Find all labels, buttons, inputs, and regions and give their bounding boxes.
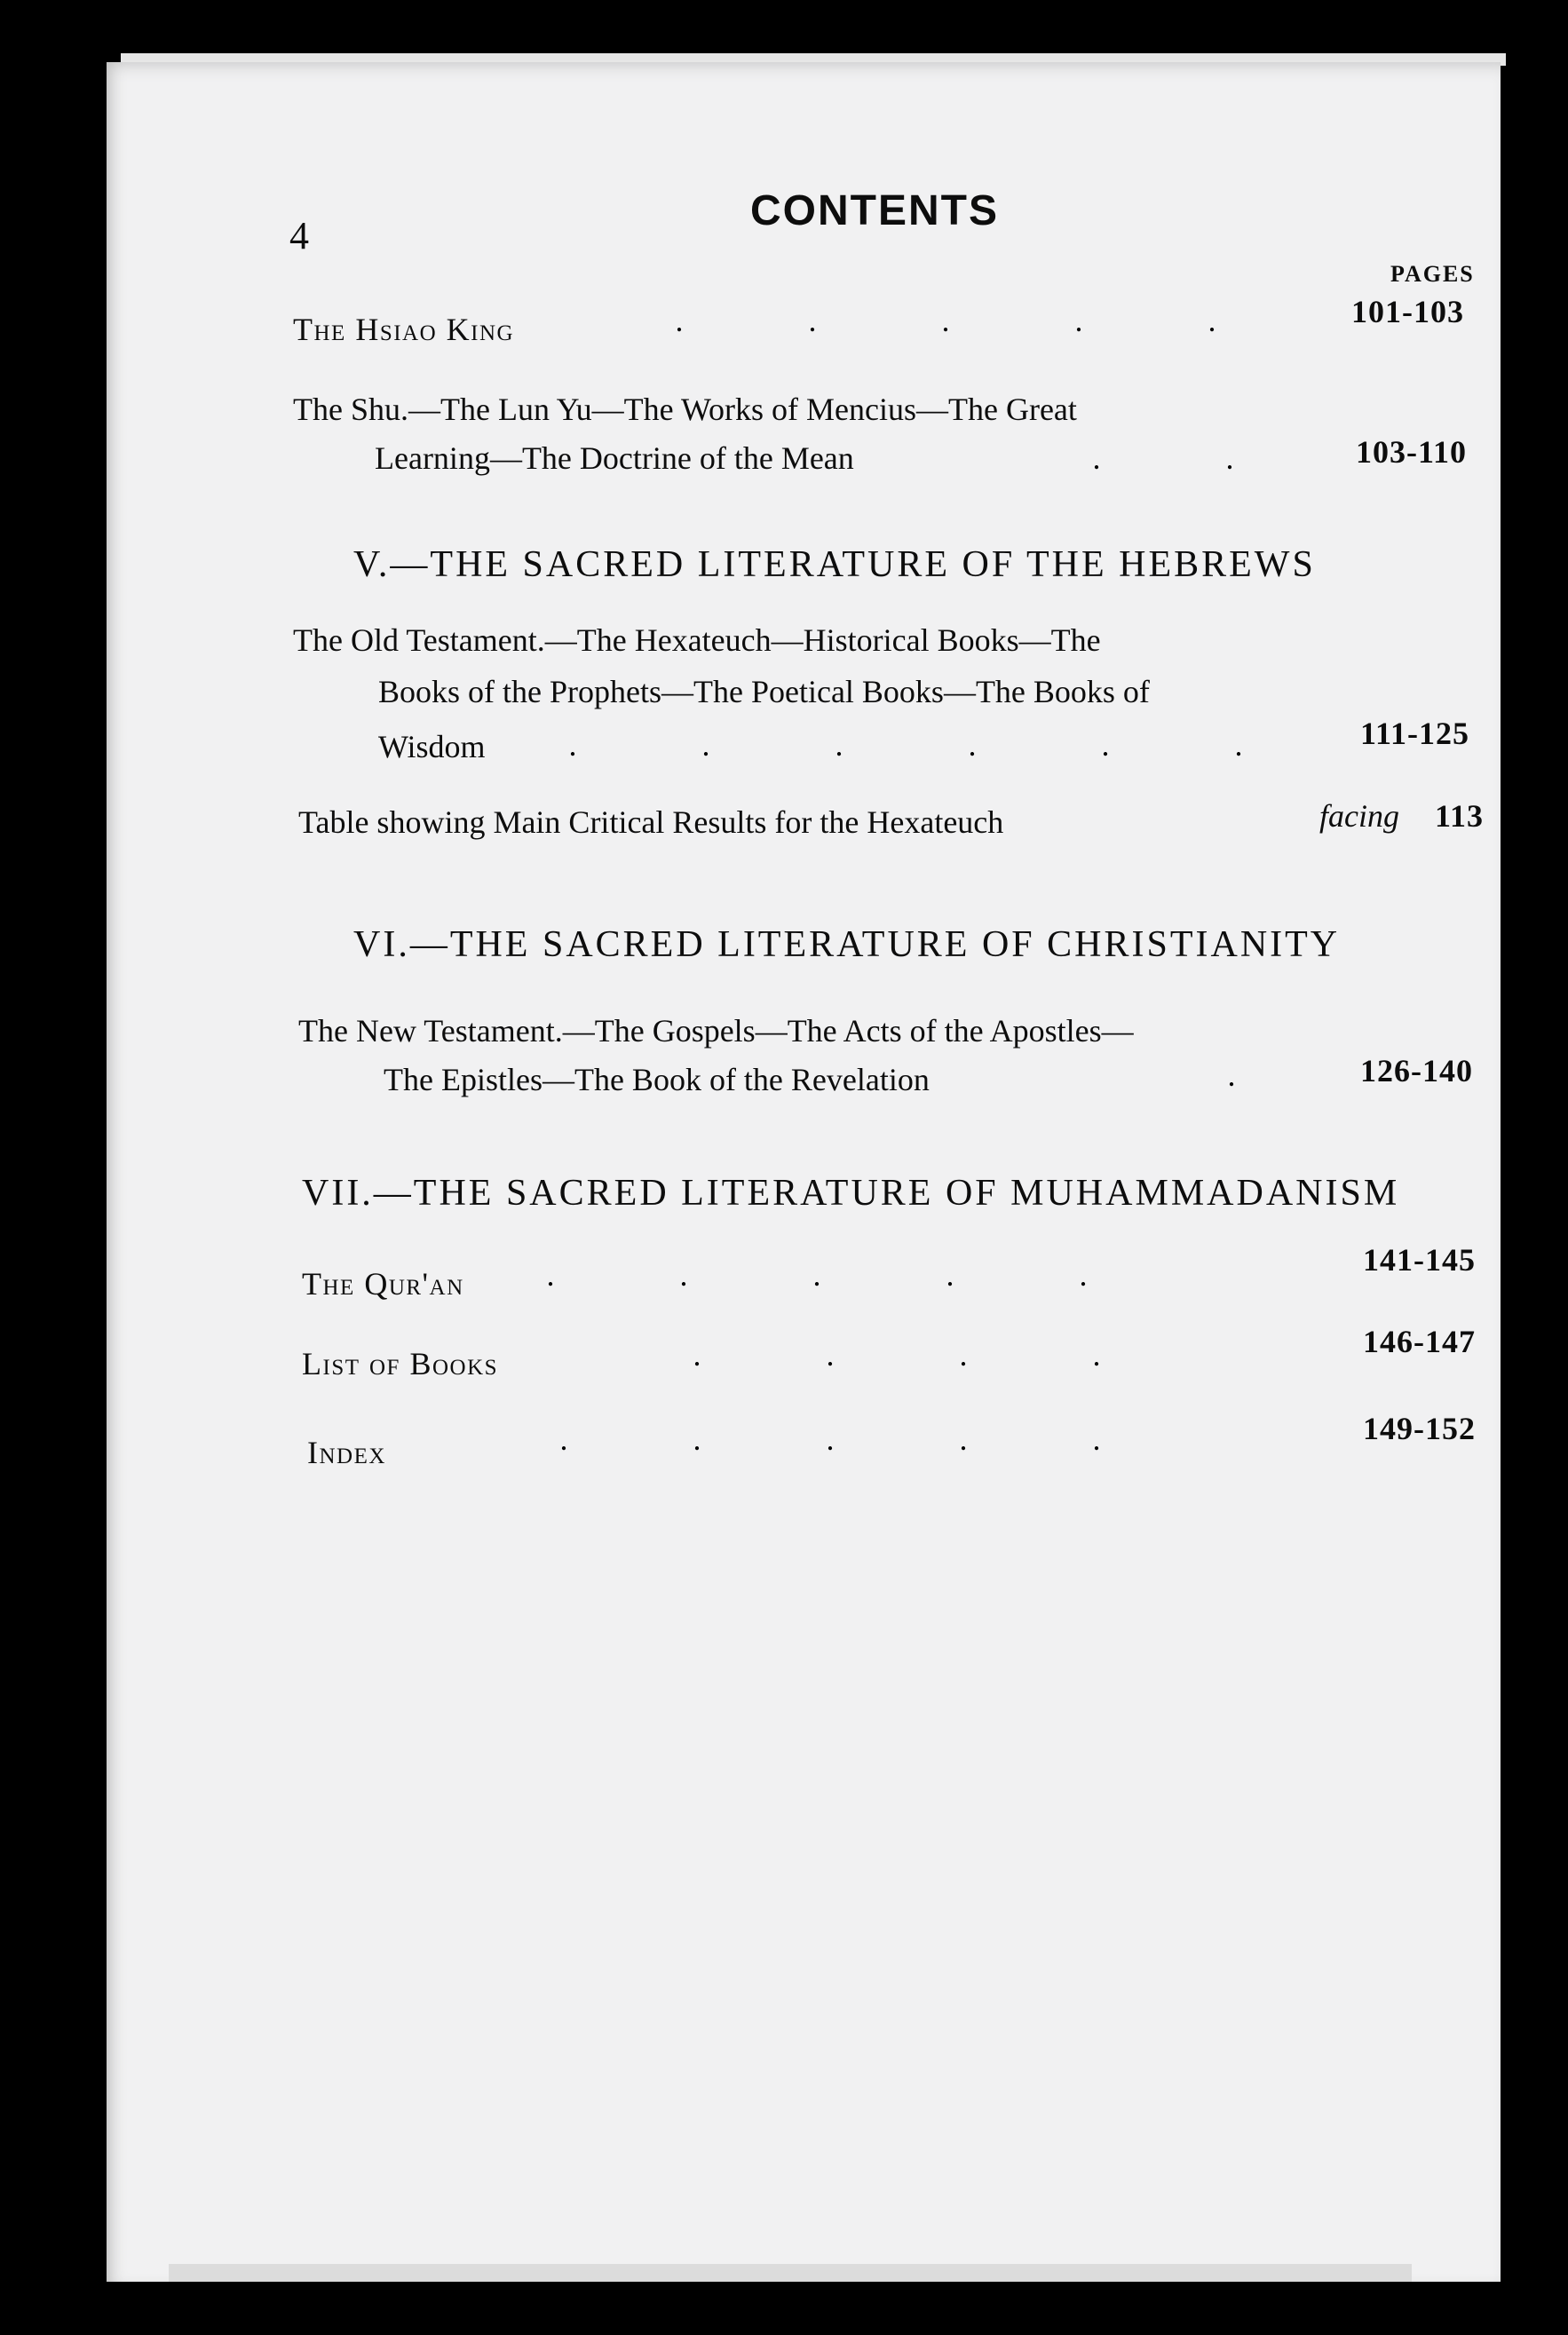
section-heading-muhammadanism: VII.—THE SACRED LITERATURE OF MUHAMMADANISM [302,1173,1400,1214]
leader-dots: . . . . . [559,1421,1101,1457]
page-number: 4 [289,214,309,257]
section-heading-christianity: VI.—THE SACRED LITERATURE OF CHRISTIANITY [353,924,1341,965]
entry-old-testament-line3: Wisdom [378,729,486,764]
entry-hsiao-king-pages: 101-103 [1351,294,1464,329]
entry-shu-pages: 103-110 [1356,434,1468,470]
page-title: CONTENTS [750,187,999,234]
entry-new-testament-pages: 126-140 [1360,1053,1473,1088]
entry-shu-line2: Learning—The Doctrine of the Mean [375,440,854,476]
page-bottom-edge [169,2264,1412,2282]
leader-dots: . . . . . . [568,727,1243,763]
leader-dots: . . . . . [675,303,1216,338]
leader-dots: . . [1092,440,1234,476]
entry-new-testament-line2: The Epistles—The Book of the Revelation [384,1062,930,1097]
leader-dots: . . . . [693,1337,1101,1373]
entry-index-pages: 149-152 [1363,1411,1476,1446]
entry-hsiao-king-title: The Hsiao King [293,312,515,347]
entry-new-testament-line1: The New Testament.—The Gospels—The Acts of the Apostles— [298,1013,1134,1049]
entry-shu-line1: The Shu.—The Lun Yu—The Works of Mencius—The Great [293,392,1077,427]
entry-table-facing: facing [1319,798,1399,834]
entry-table-title: Table showing Main Critical Results for the Hexateuch [298,804,1004,840]
entry-old-testament-line2: Books of the Prophets—The Poetical Books—The Books of [378,674,1150,709]
entry-list-of-books-pages: 146-147 [1363,1324,1476,1359]
entry-quran-pages: 141-145 [1363,1242,1476,1278]
leader-dots: . [1227,1057,1236,1093]
entry-index-title: Index [307,1435,386,1470]
pages-column-label: PAGES [1390,261,1475,287]
entry-old-testament-line1: The Old Testament.—The Hexateuch—Historical Books—The [293,622,1101,658]
entry-quran-title: The Qur'an [302,1266,464,1302]
section-heading-hebrews: V.—THE SACRED LITERATURE OF THE HEBREWS [353,544,1316,585]
leader-dots: . . . . . [546,1257,1088,1293]
entry-old-testament-pages: 111-125 [1360,716,1470,751]
entry-table-pages: 113 [1435,798,1485,834]
entry-list-of-books-title: List of Books [302,1346,499,1381]
